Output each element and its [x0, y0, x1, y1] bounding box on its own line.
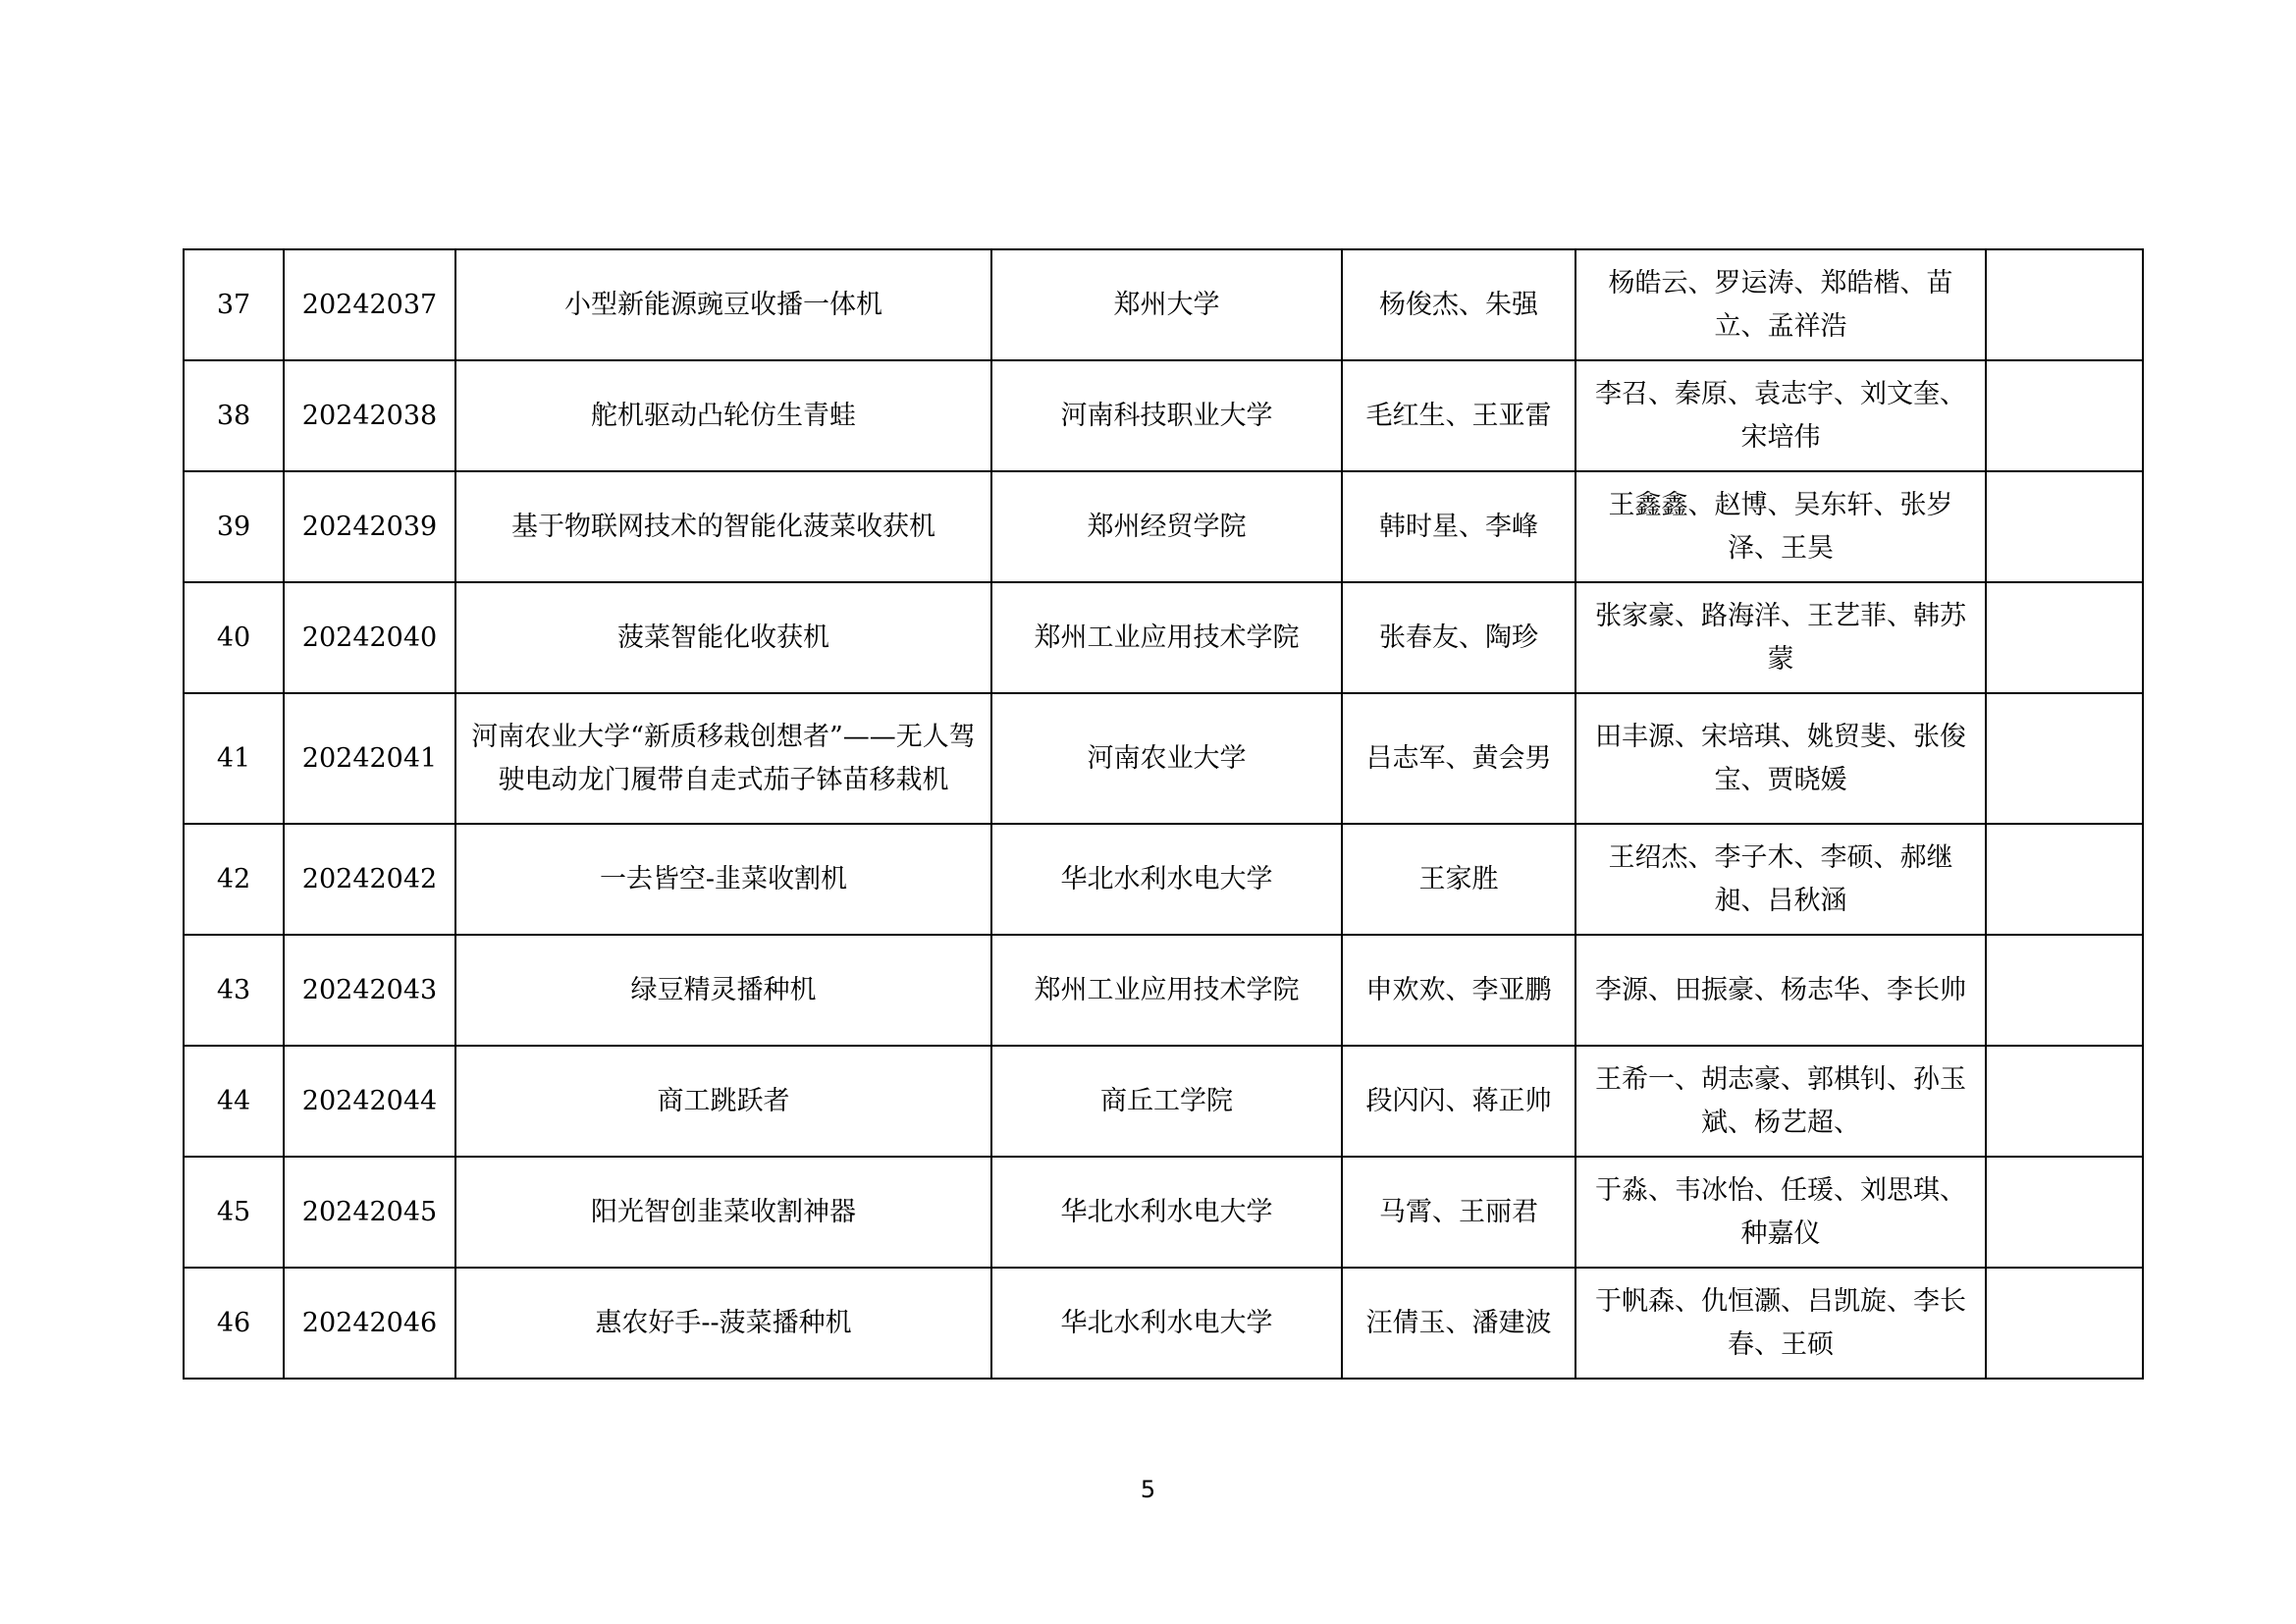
school-name: 华北水利水电大学	[991, 824, 1342, 935]
row-index: 44	[184, 1046, 284, 1157]
advisor-names: 马霄、王丽君	[1342, 1157, 1575, 1268]
member-names: 王希一、胡志豪、郭棋钊、孙玉斌、杨艺超、	[1575, 1046, 1986, 1157]
school-name: 郑州大学	[991, 249, 1342, 360]
project-code: 20242041	[284, 693, 455, 824]
row-index: 39	[184, 471, 284, 582]
member-names: 王绍杰、李子木、李硕、郝继昶、吕秋涵	[1575, 824, 1986, 935]
advisor-names: 毛红生、王亚雷	[1342, 360, 1575, 471]
project-name: 惠农好手--菠菜播种机	[455, 1268, 991, 1379]
member-names: 田丰源、宋培琪、姚贸斐、张俊宝、贾晓媛	[1575, 693, 1986, 824]
school-name: 郑州工业应用技术学院	[991, 935, 1342, 1046]
school-name: 河南科技职业大学	[991, 360, 1342, 471]
school-name: 商丘工学院	[991, 1046, 1342, 1157]
table-row	[184, 582, 2143, 693]
table-row	[184, 471, 2143, 582]
row-index: 41	[184, 693, 284, 824]
award-table	[183, 248, 2144, 1380]
member-names: 李源、田振豪、杨志华、李长帅	[1575, 935, 1986, 1046]
project-code: 20242037	[284, 249, 455, 360]
project-code: 20242039	[284, 471, 455, 582]
project-code: 20242044	[284, 1046, 455, 1157]
project-name: 菠菜智能化收获机	[455, 582, 991, 693]
empty-cell	[1986, 360, 2143, 471]
empty-cell	[1986, 582, 2143, 693]
advisor-names: 申欢欢、李亚鹏	[1342, 935, 1575, 1046]
advisor-names: 张春友、陶珍	[1342, 582, 1575, 693]
member-names: 杨皓云、罗运涛、郑皓楷、苗立、孟祥浩	[1575, 249, 1986, 360]
empty-cell	[1986, 824, 2143, 935]
advisor-names: 王家胜	[1342, 824, 1575, 935]
row-index: 45	[184, 1157, 284, 1268]
member-names: 李召、秦原、袁志宇、刘文奎、宋培伟	[1575, 360, 1986, 471]
advisor-names: 汪倩玉、潘建波	[1342, 1268, 1575, 1379]
school-name: 河南农业大学	[991, 693, 1342, 824]
project-name: 舵机驱动凸轮仿生青蛙	[455, 360, 991, 471]
page-number: 5	[1140, 1476, 1156, 1503]
project-name: 商工跳跃者	[455, 1046, 991, 1157]
empty-cell	[1986, 1046, 2143, 1157]
advisor-names: 韩时星、李峰	[1342, 471, 1575, 582]
project-code: 20242040	[284, 582, 455, 693]
project-code: 20242046	[284, 1268, 455, 1379]
school-name: 郑州工业应用技术学院	[991, 582, 1342, 693]
project-name: 基于物联网技术的智能化菠菜收获机	[455, 471, 991, 582]
empty-cell	[1986, 693, 2143, 824]
row-index: 46	[184, 1268, 284, 1379]
school-name: 郑州经贸学院	[991, 471, 1342, 582]
table-row	[184, 935, 2143, 1046]
advisor-names: 杨俊杰、朱强	[1342, 249, 1575, 360]
project-name: 一去皆空-韭菜收割机	[455, 824, 991, 935]
table-row	[184, 360, 2143, 471]
row-index: 38	[184, 360, 284, 471]
advisor-names: 段闪闪、蒋正帅	[1342, 1046, 1575, 1157]
project-code: 20242042	[284, 824, 455, 935]
school-name: 华北水利水电大学	[991, 1157, 1342, 1268]
table-row	[184, 1046, 2143, 1157]
empty-cell	[1986, 249, 2143, 360]
member-names: 于淼、韦冰怡、任瑗、刘思琪、种嘉仪	[1575, 1157, 1986, 1268]
row-index: 42	[184, 824, 284, 935]
project-name: 小型新能源豌豆收播一体机	[455, 249, 991, 360]
project-code: 20242038	[284, 360, 455, 471]
member-names: 王鑫鑫、赵博、吴东轩、张岁泽、王昊	[1575, 471, 1986, 582]
empty-cell	[1986, 1157, 2143, 1268]
member-names: 于帆森、仇恒灏、吕凯旋、李长春、王硕	[1575, 1268, 1986, 1379]
advisor-names: 吕志军、黄会男	[1342, 693, 1575, 824]
row-index: 40	[184, 582, 284, 693]
table-row	[184, 249, 2143, 360]
project-name: 河南农业大学“新质移栽创想者”——无人驾驶电动龙门履带自走式茄子钵苗移栽机	[455, 693, 991, 824]
empty-cell	[1986, 1268, 2143, 1379]
project-code: 20242043	[284, 935, 455, 1046]
project-code: 20242045	[284, 1157, 455, 1268]
table-row	[184, 824, 2143, 935]
school-name: 华北水利水电大学	[991, 1268, 1342, 1379]
table-row	[184, 1157, 2143, 1268]
project-name: 阳光智创韭菜收割神器	[455, 1157, 991, 1268]
empty-cell	[1986, 471, 2143, 582]
row-index: 37	[184, 249, 284, 360]
row-index: 43	[184, 935, 284, 1046]
empty-cell	[1986, 935, 2143, 1046]
project-name: 绿豆精灵播种机	[455, 935, 991, 1046]
table-row	[184, 1268, 2143, 1379]
member-names: 张家豪、路海洋、王艺菲、韩苏蒙	[1575, 582, 1986, 693]
table-row	[184, 693, 2143, 824]
